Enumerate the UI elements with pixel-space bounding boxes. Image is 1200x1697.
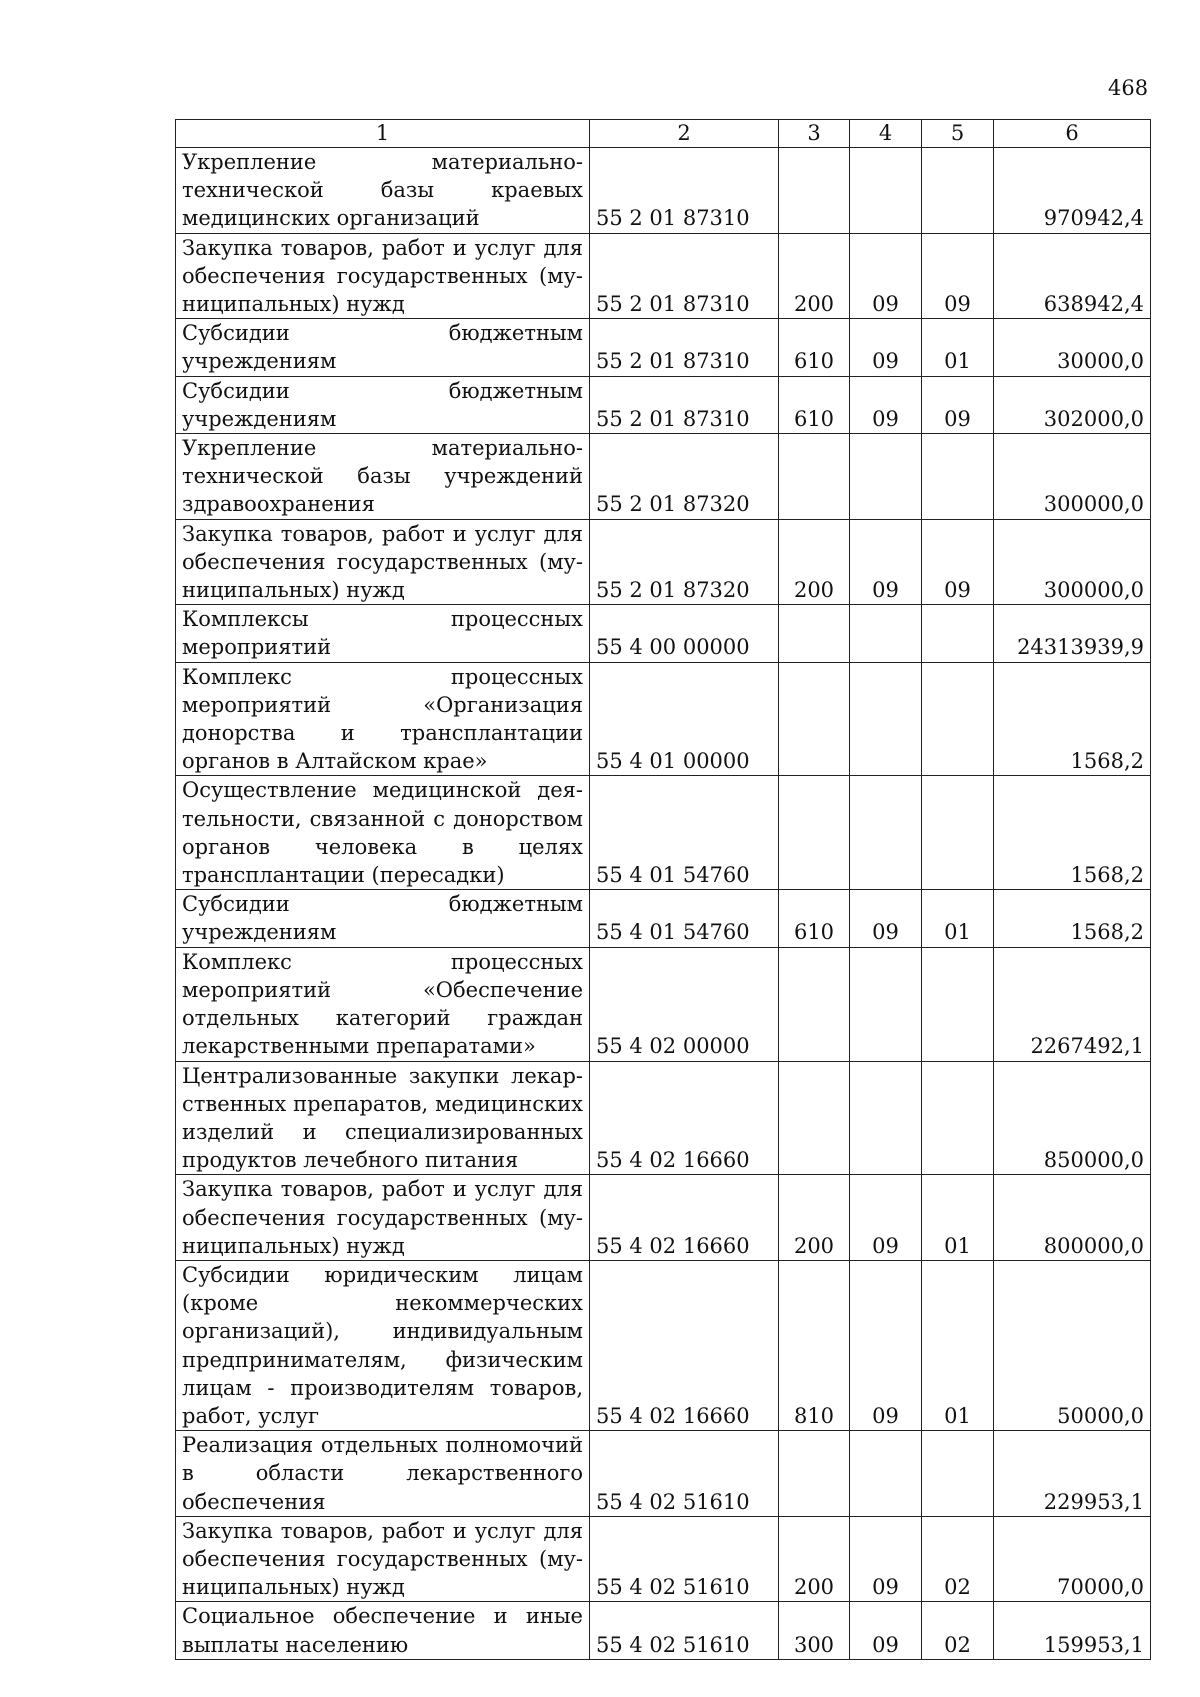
row-subsection [922,1431,994,1517]
row-subsection [922,776,994,890]
row-code: 55 4 02 16660 [590,1061,779,1175]
row-name: Комплекс процессных мероприятий «Организация донорства и трансплантации органов в Алтайском крае» [176,662,590,776]
row-subsection: 01 [922,1260,994,1430]
table-row [176,605,1151,662]
row-name: Социальное обеспечение и иные выплаты населению [176,1602,590,1659]
table-row [176,233,1151,319]
row-name: Укрепление материально-технической базы учреждений здравоохранения [176,434,590,520]
row-name: Комплекс процессных мероприятий «Обеспечение отдельных категорий граждан лекарственными препаратами» [176,947,590,1061]
row-expense-type [779,605,850,662]
row-subsection [922,947,994,1061]
row-expense-type: 610 [779,319,850,376]
row-section [850,148,922,234]
row-amount: 50000,0 [994,1260,1151,1430]
row-name: Закупка товаров, работ и услуг для обеспечения государственных (муниципальных) нужд [176,1516,590,1602]
row-expense-type [779,776,850,890]
row-code: 55 4 02 51610 [590,1602,779,1659]
row-amount: 300000,0 [994,434,1151,520]
row-section: 09 [850,1602,922,1659]
row-name: Субсидии бюджетным учреждениям [176,319,590,376]
table-row [176,148,1151,234]
row-amount: 1568,2 [994,662,1151,776]
table-row [176,319,1151,376]
row-expense-type: 200 [779,1175,850,1261]
row-name: Реализация отдельных полномочий в области лекарственного обеспечения [176,1431,590,1517]
row-code: 55 4 00 00000 [590,605,779,662]
row-code: 55 2 01 87310 [590,376,779,433]
row-subsection: 02 [922,1516,994,1602]
table-row [176,662,1151,776]
row-expense-type: 610 [779,890,850,947]
row-subsection [922,1061,994,1175]
row-code: 55 2 01 87320 [590,434,779,520]
row-section [850,662,922,776]
row-subsection [922,148,994,234]
row-code: 55 2 01 87310 [590,233,779,319]
row-expense-type: 810 [779,1260,850,1430]
row-section [850,605,922,662]
row-expense-type: 610 [779,376,850,433]
row-amount: 30000,0 [994,319,1151,376]
row-section: 09 [850,890,922,947]
row-section: 09 [850,233,922,319]
header-row [176,120,1151,148]
row-subsection: 01 [922,890,994,947]
row-section: 09 [850,376,922,433]
row-code: 55 4 01 54760 [590,776,779,890]
row-code: 55 4 02 16660 [590,1260,779,1430]
row-code: 55 4 01 54760 [590,890,779,947]
row-expense-type [779,947,850,1061]
page-number: 468 [1108,76,1149,100]
row-amount: 1568,2 [994,776,1151,890]
header-cell-2: 2 [590,120,779,148]
table-row [176,376,1151,433]
row-code: 55 4 02 51610 [590,1516,779,1602]
row-amount: 24313939,9 [994,605,1151,662]
header-cell-4: 4 [850,120,922,148]
table-row [176,1602,1151,1659]
table-row [176,1175,1151,1261]
row-section [850,776,922,890]
header-cell-3: 3 [779,120,850,148]
table-row [176,1260,1151,1430]
row-name: Закупка товаров, работ и услуг для обеспечения государственных (муниципальных) нужд [176,233,590,319]
row-name: Централизованные закупки лекарственных препаратов, медицинских изделий и специализированных продуктов лечебного питания [176,1061,590,1175]
row-code: 55 2 01 87310 [590,148,779,234]
table-row [176,1061,1151,1175]
row-amount: 300000,0 [994,519,1151,605]
row-subsection [922,434,994,520]
table-row [176,434,1151,520]
row-amount: 302000,0 [994,376,1151,433]
table-header [176,120,1151,148]
row-expense-type: 200 [779,519,850,605]
row-name: Комплексы процессных мероприятий [176,605,590,662]
row-section: 09 [850,519,922,605]
row-code: 55 4 02 00000 [590,947,779,1061]
row-subsection: 09 [922,519,994,605]
row-expense-type [779,434,850,520]
row-expense-type: 300 [779,1602,850,1659]
budget-table [175,119,1151,1660]
row-code: 55 4 02 16660 [590,1175,779,1261]
row-code: 55 2 01 87310 [590,319,779,376]
table-row [176,1431,1151,1517]
row-expense-type [779,662,850,776]
row-expense-type [779,1431,850,1517]
row-name: Субсидии юридическим лицам (кроме некоммерческих организаций), индивидуальным предпринимателям, физическим лицам - производителям товаров, работ, услуг [176,1260,590,1430]
row-expense-type: 200 [779,233,850,319]
table-row [176,519,1151,605]
table-body [176,148,1151,1660]
row-subsection: 09 [922,233,994,319]
row-expense-type: 200 [779,1516,850,1602]
row-name: Закупка товаров, работ и услуг для обеспечения государственных (муниципальных) нужд [176,519,590,605]
row-amount: 229953,1 [994,1431,1151,1517]
header-cell-5: 5 [922,120,994,148]
table-row [176,776,1151,890]
row-subsection: 02 [922,1602,994,1659]
row-amount: 1568,2 [994,890,1151,947]
table-row [176,1516,1151,1602]
row-section [850,947,922,1061]
row-subsection: 09 [922,376,994,433]
row-amount: 970942,4 [994,148,1151,234]
row-section: 09 [850,1260,922,1430]
row-amount: 638942,4 [994,233,1151,319]
row-section: 09 [850,1175,922,1261]
row-section [850,1061,922,1175]
row-subsection: 01 [922,1175,994,1261]
row-code: 55 2 01 87320 [590,519,779,605]
row-name: Осуществление медицинской деятельности, связанной с донорством органов человека в целях трансплантации (пересадки) [176,776,590,890]
row-subsection [922,662,994,776]
row-amount: 800000,0 [994,1175,1151,1261]
row-name: Субсидии бюджетным учреждениям [176,376,590,433]
row-section: 09 [850,319,922,376]
header-cell-6: 6 [994,120,1151,148]
row-section [850,1431,922,1517]
row-expense-type [779,148,850,234]
row-subsection: 01 [922,319,994,376]
row-expense-type [779,1061,850,1175]
row-name: Закупка товаров, работ и услуг для обеспечения государственных (муниципальных) нужд [176,1175,590,1261]
row-code: 55 4 02 51610 [590,1431,779,1517]
row-amount: 850000,0 [994,1061,1151,1175]
row-section: 09 [850,1516,922,1602]
row-amount: 159953,1 [994,1602,1151,1659]
table-row [176,947,1151,1061]
row-code: 55 4 01 00000 [590,662,779,776]
row-name: Укрепление материально-технической базы краевых медицинских организаций [176,148,590,234]
row-name: Субсидии бюджетным учреждениям [176,890,590,947]
header-cell-1: 1 [176,120,590,148]
row-amount: 2267492,1 [994,947,1151,1061]
table-row [176,890,1151,947]
row-amount: 70000,0 [994,1516,1151,1602]
row-section [850,434,922,520]
row-subsection [922,605,994,662]
